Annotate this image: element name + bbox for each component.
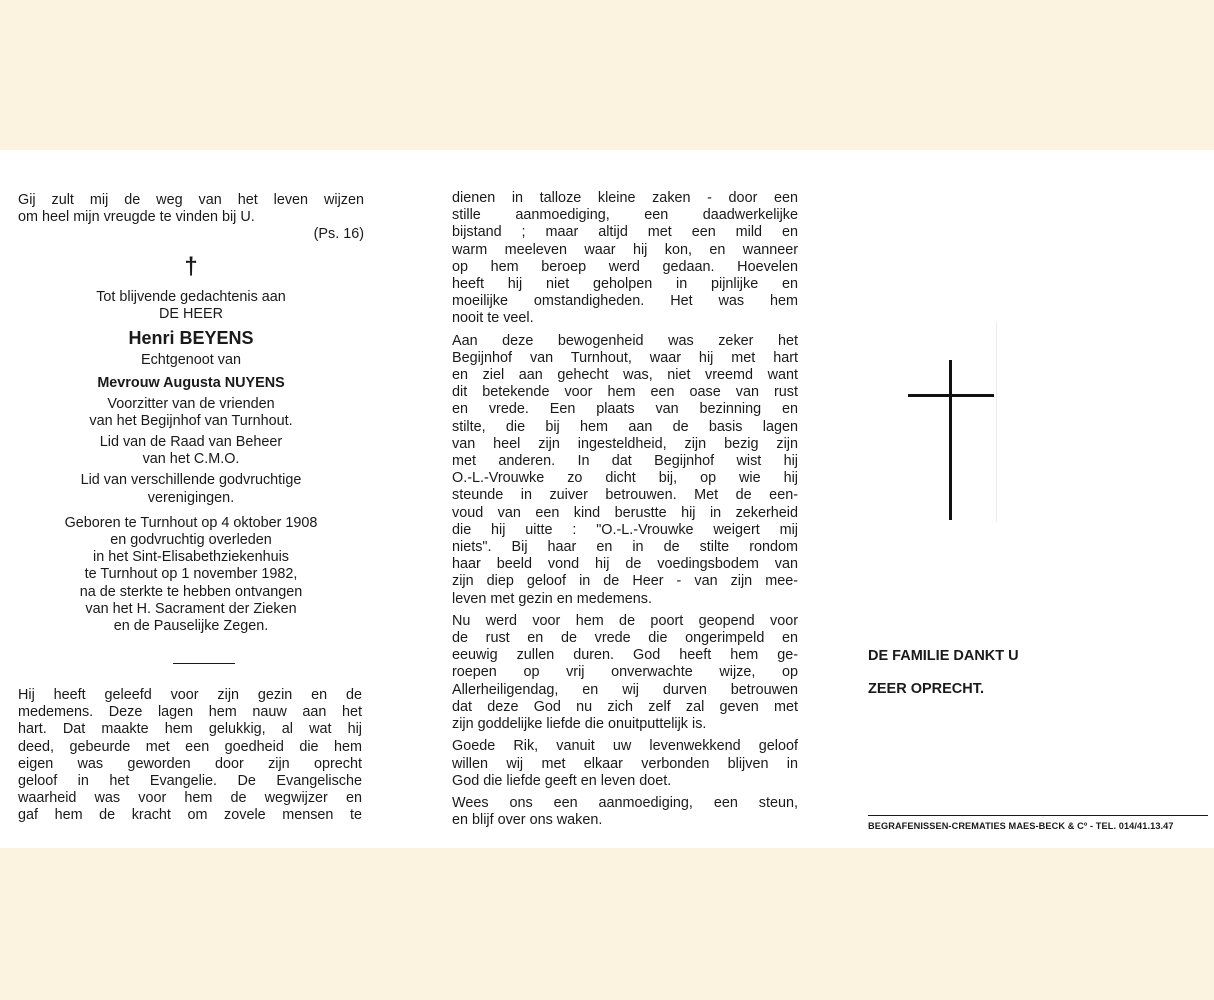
bio-line: eigen was geworden door zijn oprecht — [18, 755, 362, 772]
bio-line: Wees ons een aanmoediging, een steun, — [452, 794, 798, 811]
life-line: in het Sint-Elisabethziekenhuis — [93, 549, 289, 566]
bio-line: de rust en de vrede die ongerimpeld en — [452, 630, 798, 647]
psalm-quote — [18, 192, 364, 244]
life-line: van het H. Sacrament der Zieken — [85, 600, 297, 617]
deceased-name: Henri BEYENS — [128, 328, 254, 349]
bio-line: moeilijke omstandigheden. Het was hem — [452, 293, 798, 310]
thanks-line: ZEER OPRECHT. — [868, 681, 985, 697]
bio-line: met anderen. In dat Begijnhof wist hij — [452, 453, 798, 470]
bio-line: warm meeleven waar hij kon, en wanneer — [452, 241, 798, 258]
life-line: en godvruchtig overleden — [110, 532, 272, 549]
family-thanks — [868, 640, 1019, 706]
cross-icon — [908, 360, 994, 520]
biography-part-2 — [452, 190, 798, 829]
bio-line: dienen in talloze kleine zaken - door een — [452, 190, 798, 206]
life-line: na de sterkte te hebben ontvangen — [79, 583, 303, 600]
divider — [996, 322, 997, 522]
bio-line: haar beeld vond hij de voedingsbodem van — [452, 556, 798, 573]
bio-line: willen wij met elkaar verbonden blijven in — [452, 755, 798, 772]
bio-line: niets". Bij haar en in de stilte rondom — [452, 539, 798, 556]
bio-line: stilte, die bij hem aan de basis lagen — [452, 418, 798, 435]
bio-line: Begijnhof van Turnhout, waar hij met hart — [452, 349, 798, 366]
role-line: van het Begijnhof van Turnhout. — [89, 412, 293, 429]
divider — [173, 663, 235, 664]
role-line: Voorzitter van de vrienden — [107, 395, 275, 412]
bio-line: Nu werd voor hem de poort geopend voor — [452, 612, 798, 629]
psalm-line: Gij zult mij de weg van het leven wijzen — [18, 192, 364, 208]
role-line: verenigingen. — [147, 489, 235, 506]
psalm-reference: (Ps. 16) — [313, 226, 364, 243]
bio-line: dit betekende voor hem een oase van rust — [452, 384, 798, 401]
bio-line: Goede Rik, vanuit uw levenwekkend geloof — [452, 738, 798, 755]
bio-line: medemens. Deze lagen hem nauw aan het — [18, 704, 362, 721]
memorial-card — [0, 150, 1214, 848]
bio-line: waarheid was voor hem de wegwijzer en — [18, 790, 362, 807]
bio-line: en blijf over ons waken. — [452, 812, 603, 829]
bio-line: deed, gebeurde met een goedheid die hem — [18, 738, 362, 755]
bio-line: op hem beroep werd gedaan. Hoevelen — [452, 258, 798, 275]
life-line: en de Pauselijke Zegen. — [113, 618, 269, 635]
bio-line: zijn diep geloof in de Heer - van zijn mee- — [452, 573, 798, 590]
funeral-home-footer: BEGRAFENISSEN-CREMATIES MAES-BECK & Cº - TEL. 014/41.13.47 — [868, 821, 1174, 831]
bio-line: eeuwig zullen duren. God heeft hem ge- — [452, 647, 798, 664]
bio-line: O.-L.-Vrouwke zo dicht bij, op wie hij — [452, 470, 798, 487]
bio-line: Hij heeft geleefd voor zijn gezin en de — [18, 687, 362, 703]
thanks-line: DE FAMILIE DANKT U — [868, 648, 1019, 664]
bio-line: hart. Dat maakte hem gelukkig, al wat hij — [18, 721, 362, 738]
biography-part-1 — [18, 687, 362, 825]
bio-line: voud van een kind berustte hij in zekerheid — [452, 504, 798, 521]
bio-line: roepen op vrij onverwachte wijze, op — [452, 664, 798, 681]
bio-line: steunde in zuiver betrouwen. Met de een- — [452, 487, 798, 504]
bio-line: leven met gezin en medemens. — [452, 590, 652, 607]
bio-line: gaf hem de kracht om zovele mensen te — [18, 807, 362, 824]
life-line: te Turnhout op 1 november 1982, — [84, 566, 298, 583]
bio-line: nooit te veel. — [452, 310, 534, 327]
role-line: Lid van verschillende godvruchtige — [80, 472, 302, 489]
role-line: van het C.M.O. — [142, 451, 240, 468]
memorial-header — [18, 289, 364, 635]
divider — [868, 815, 1208, 816]
bio-line: die hij uitte : "O.-L.-Vrouwke weigert mij — [452, 521, 798, 538]
spouse-name: Mevrouw Augusta NUYENS — [97, 374, 285, 391]
cross-icon: † — [184, 253, 198, 280]
relation-label: Echtgenoot van — [140, 352, 241, 369]
bio-line: dat deze God nu zich zelf zal geven met — [452, 698, 798, 715]
bio-line: geloof in het Evangelie. De Evangelische — [18, 773, 362, 790]
bio-line: van heel zijn ingesteldheid, zijn bezig zijn — [452, 435, 798, 452]
bio-line: en ziel aan gehecht was, niet vreemd want — [452, 367, 798, 384]
bio-line: heeft hij niet geholpen in pijnlijke en — [452, 276, 798, 293]
bio-line: Aan deze bewogenheid was zeker het — [452, 332, 798, 349]
memorial-title: DE HEER — [159, 306, 223, 323]
bio-line: bijstand ; maar altijd met een mild en — [452, 224, 798, 241]
bio-line: Allerheiligendag, en wij durven betrouwen — [452, 681, 798, 698]
psalm-line: om heel mijn vreugde te vinden bij U. — [18, 209, 255, 226]
memorial-intro: Tot blijvende gedachtenis aan — [96, 289, 286, 305]
bio-line: God die liefde geeft en leven doet. — [452, 772, 672, 789]
bio-line: zijn goddelijke liefde die onuitputtelijk is. — [452, 716, 707, 733]
role-line: Lid van de Raad van Beheer — [99, 434, 283, 451]
bio-line: stille aanmoediging, een daadwerkelijke — [452, 207, 798, 224]
bio-line: en vrede. Een plaats van bezinning en — [452, 401, 798, 418]
life-line: Geboren te Turnhout op 4 oktober 1908 — [64, 514, 318, 531]
